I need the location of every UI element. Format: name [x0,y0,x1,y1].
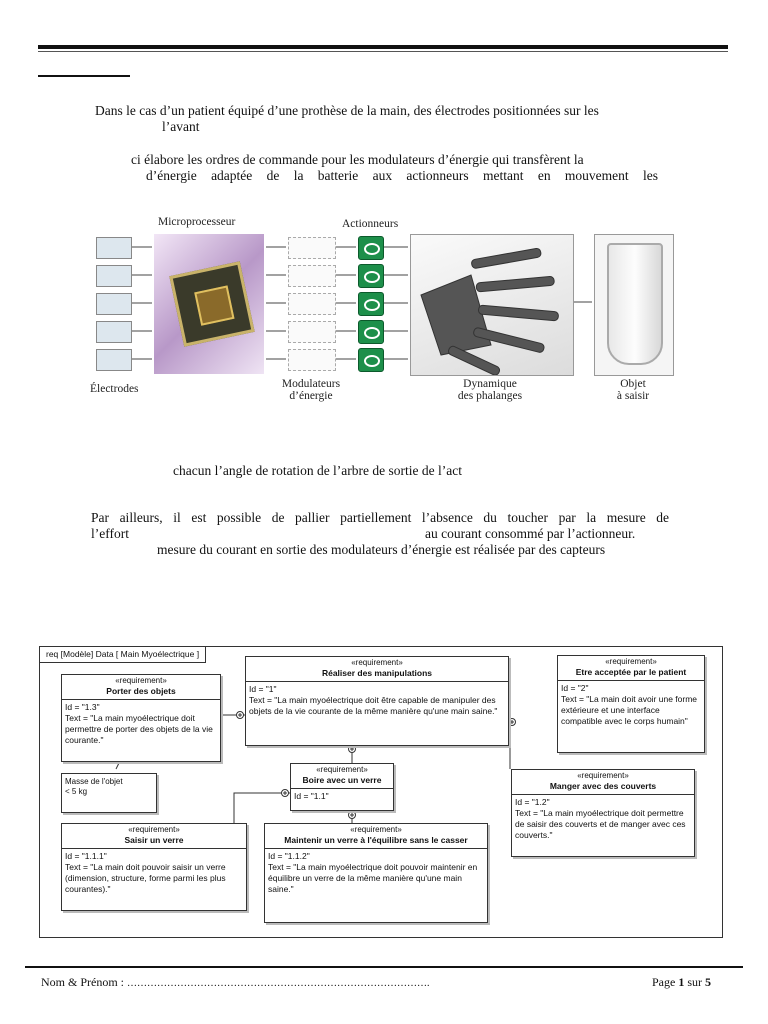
footer-page-number: Page 1 sur 5 [652,975,711,989]
requirement-acceptee-patient: «requirement» Etre acceptée par le patient Id = "2" Text = "La main doit avoir une forme extérieure et une interface compatible avec le corps humain" [557,655,705,753]
label-microprocessor: Microprocesseur [158,216,236,228]
para3: chacun l’angle de rotation de l’arbre de sortie de l’act [173,463,462,478]
label-modulators: Modulateurs d’énergie [281,378,341,402]
para4-line2b: au courant consommé par l’actionneur. [425,526,636,541]
robotic-hand-image [410,234,574,376]
para4-line2a: l’effort [91,526,129,541]
para2-line1: ci élabore les ordres de commande pour les modulateurs d’énergie qui transfèrent la [131,152,584,167]
requirement-boire-verre: «requirement» Boire avec un verre Id = "1.1" [290,763,394,811]
label-object: Objet à saisir [616,378,650,402]
label-electrodes: Électrodes [90,383,139,395]
para1-line1: Dans le cas d’un patient équipé d’une prothèse de la main, des électrodes positionnées sur les [95,103,599,118]
para2-line2: d’énergie adaptée de la batterie aux actionneurs mettant en mouvement les [146,168,658,183]
para1-line2: l’avant [162,119,200,134]
footer-name-field [41,975,430,990]
requirement-manger-couverts: «requirement» Manger avec des couverts Id = "1.2" Text = "La main myoélectrique doit permettre de saisir des couverts et de manger avec ces couverts." [511,769,695,857]
section-title-underline [38,75,130,77]
footer-name-dots: ………………………………………………………………………………. [127,978,430,989]
note-masse-objet: Masse de l'objet < 5 kg [61,773,157,813]
diagram-frame-title: req [Modèle] Data [ Main Myoélectrique ] [40,647,206,663]
figure-arrows [90,212,680,412]
para4-line3: mesure du courant en sortie des modulateurs d’énergie est réalisée par des capteurs [157,542,606,557]
requirement-porter-objets: «requirement» Porter des objets Id = "1.3" Text = "La main myoélectrique doit permettre de porter des objets de la vie courante." [61,674,221,762]
header-rule [38,45,728,49]
header-rule-thin [38,51,728,52]
requirement-saisir-verre: «requirement» Saisir un verre Id = "1.1.1" Text = "La main doit pouvoir saisir un verre (dimension, structure, forme parmi les plus courantes)." [61,823,247,911]
requirements-diagram [39,646,723,938]
requirement-realiser-manipulations: «requirement» Réaliser des manipulations Id = "1" Text = "La main myoélectrique doit être capable de manipuler des objets de la vie courante de la même manière qu'une main saine." [245,656,509,746]
para4-line1: Par ailleurs, il est possible de pallier partiellement l’absence du toucher par la mesure de [91,510,669,525]
footer-name-label: Nom & Prénom : [41,975,124,989]
label-actuators: Actionneurs [342,218,399,230]
glass-image [594,234,674,376]
requirement-maintenir-verre: «requirement» Maintenir un verre à l'équilibre sans le casser Id = "1.1.2" Text = "La main myoélectrique doit pouvoir maintenir en équilibre un verre de la même manière qu'une main saine." [264,823,488,923]
prosthesis-figure [90,212,680,412]
footer-rule [25,966,743,968]
label-dynamics: Dynamique des phalanges [457,378,523,402]
